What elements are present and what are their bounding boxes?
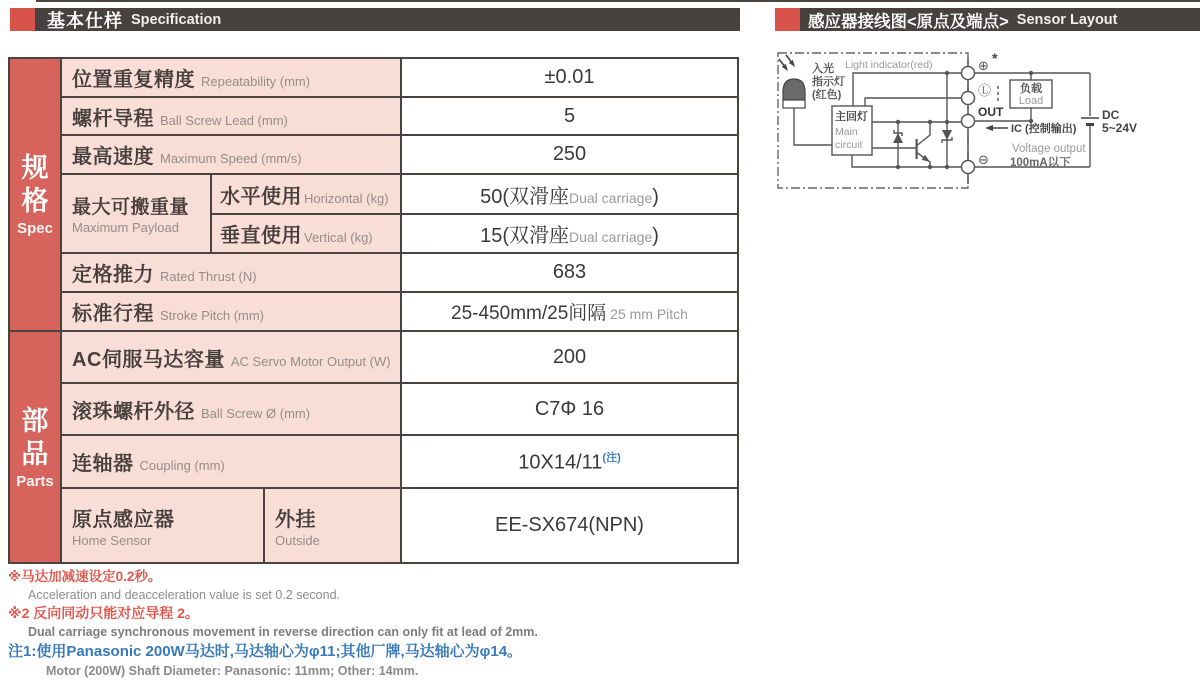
npn-transistor-icon bbox=[916, 122, 931, 167]
row-label-max-payload: 最大可搬重量 Maximum Payload bbox=[61, 174, 211, 253]
row-label-ball-screw-lead: 螺杆导程 Ball Screw Lead (mm) bbox=[61, 97, 401, 135]
terminal-plus-label: ⊕ bbox=[978, 58, 989, 73]
spec-header-title-cn: 基本仕样 bbox=[47, 10, 123, 31]
spec-header-bar bbox=[35, 8, 740, 31]
indicator-label: 指示灯 bbox=[812, 76, 845, 88]
terminal-minus-label: ⊖ bbox=[978, 152, 989, 167]
row-label-vertical: 垂直使用 Vertical (kg) bbox=[211, 214, 401, 253]
battery-icon bbox=[1081, 118, 1099, 125]
section-label-parts bbox=[9, 331, 61, 563]
table-row bbox=[9, 383, 738, 435]
row-label-rated-thrust: 定格推力 Rated Thrust (N) bbox=[61, 253, 401, 292]
incident-light-label: 入光 bbox=[812, 63, 834, 75]
sensor-header-bar bbox=[800, 8, 1200, 31]
row-label-repeatability: 位置重复精度 Repeatability (mm) bbox=[61, 58, 401, 97]
row-value-home-sensor: EE-SX674(NPN) bbox=[401, 488, 738, 563]
row-value-rated-thrust: 683 bbox=[401, 253, 738, 292]
incident-light-arrows-icon bbox=[779, 55, 795, 71]
sensor-section-header bbox=[775, 8, 1200, 31]
note-1-en: Acceleration and deacceleration value is set 0.2 second. bbox=[28, 588, 340, 602]
row-value-servo-output: 200 bbox=[401, 331, 738, 383]
section-label-spec bbox=[9, 58, 61, 331]
sensor-header-title-cn: 感应器接线图<原点及端点> bbox=[808, 12, 1009, 31]
row-label-home-sensor: 原点感应器 Home Sensor bbox=[61, 488, 264, 563]
load-label-en: Load bbox=[1018, 95, 1044, 107]
red-accent-square bbox=[10, 8, 35, 31]
main-circuit-label-cn: 主回灯 bbox=[835, 111, 868, 123]
row-label-ball-screw-dia: 滚珠螺杆外径 Ball Screw Ø (mm) bbox=[61, 383, 401, 435]
section-label-en: Spec bbox=[17, 220, 53, 237]
table-row bbox=[9, 174, 738, 214]
light-indicator-label-en: Light indicator(red) bbox=[845, 59, 933, 71]
row-value-max-speed: 250 bbox=[401, 135, 738, 174]
table-row bbox=[9, 97, 738, 135]
table-row bbox=[9, 488, 738, 563]
spec-header-title-en: Specification bbox=[131, 11, 222, 28]
red-color-label: (红色) bbox=[812, 89, 842, 101]
row-label-servo-output: AC伺服马达容量 AC Servo Motor Output (W) bbox=[61, 331, 401, 383]
main-circuit-label-en2: circuit bbox=[835, 139, 863, 151]
row-value-repeatability: ±0.01 bbox=[401, 58, 738, 97]
led-indicator-icon bbox=[783, 79, 805, 108]
row-label-coupling: 连轴器 Coupling (mm) bbox=[61, 435, 401, 488]
row-value-coupling: $10X14/11^{(注)}$ bbox=[401, 435, 738, 488]
note-reference: (注) bbox=[602, 451, 621, 464]
table-row bbox=[9, 331, 738, 383]
table-row bbox=[9, 253, 738, 292]
sensor-header-title-en: Sensor Layout bbox=[1016, 11, 1118, 28]
red-accent-square bbox=[775, 8, 800, 31]
row-value-ball-screw-lead: 5 bbox=[401, 97, 738, 135]
row-label-max-speed: 最高速度 Maximum Speed (mm/s) bbox=[61, 135, 401, 174]
footnotes bbox=[8, 568, 768, 680]
row-label-stroke-pitch: 标准行程 Stroke Pitch (mm) bbox=[61, 292, 401, 331]
table-row bbox=[9, 135, 738, 174]
asterisk-mark: * bbox=[992, 50, 998, 66]
voltage-output-label-en: Voltage output bbox=[1012, 143, 1086, 155]
load-label-cn: 负载 bbox=[1020, 83, 1042, 95]
row-label-horizontal: 水平使用 Horizontal (kg) bbox=[211, 174, 401, 214]
main-circuit-label-en1: Main bbox=[835, 126, 858, 138]
row-value-stroke-pitch: 25-450mm/25间隔 25 mm Pitch bbox=[401, 292, 738, 331]
section-char: 品 bbox=[21, 438, 49, 469]
ic-output-arrow-icon bbox=[985, 125, 1008, 131]
spec-section-header bbox=[10, 8, 740, 31]
table-row bbox=[9, 292, 738, 331]
table-row bbox=[9, 58, 738, 97]
row-value-vertical: 15(双滑座Dual carriage) bbox=[401, 214, 738, 253]
section-char: 部 bbox=[21, 405, 49, 436]
section-char: 规 bbox=[21, 153, 49, 183]
section-label-en: Parts bbox=[16, 472, 54, 490]
row-label-outside: 外挂 Outside bbox=[264, 488, 401, 563]
row-value-horizontal: 50(双滑座Dual carriage) bbox=[401, 174, 738, 214]
sensor-wiring-diagram bbox=[775, 45, 1200, 197]
dc-range-label: 5~24V bbox=[1102, 121, 1138, 135]
ic-output-label: IC (控制输出) bbox=[1011, 123, 1077, 135]
note-2-cn: ※2 反向同动只能对应导程 2。 bbox=[8, 605, 199, 621]
note-1-cn: ※马达加减速设定0.2秒。 bbox=[8, 569, 162, 584]
table-row bbox=[9, 435, 738, 488]
page-top-rule bbox=[36, 0, 1200, 2]
note-2-en: Dual carriage synchronous movement in reverse direction can only fit at lead of 2mm. bbox=[28, 625, 538, 639]
row-value-ball-screw-dia: C7Φ 16 bbox=[401, 383, 738, 435]
voltage-output-label-cn: 100mA以下 bbox=[1010, 157, 1071, 169]
dc-label: DC bbox=[1102, 108, 1120, 122]
terminal-out-label: OUT bbox=[978, 105, 1004, 119]
specification-table bbox=[8, 57, 739, 564]
section-char: 格 bbox=[21, 186, 49, 216]
terminal-l-label: Ⓛ bbox=[978, 83, 992, 98]
note-3-en: Motor (200W) Shaft Diameter: Panasonic: 11mm; Other: 14mm. bbox=[46, 664, 419, 678]
note-3-cn: 注1:使用Panasonic 200W马达时,马达轴心为φ11;其他厂牌,马达轴心为φ14。 bbox=[8, 643, 523, 660]
